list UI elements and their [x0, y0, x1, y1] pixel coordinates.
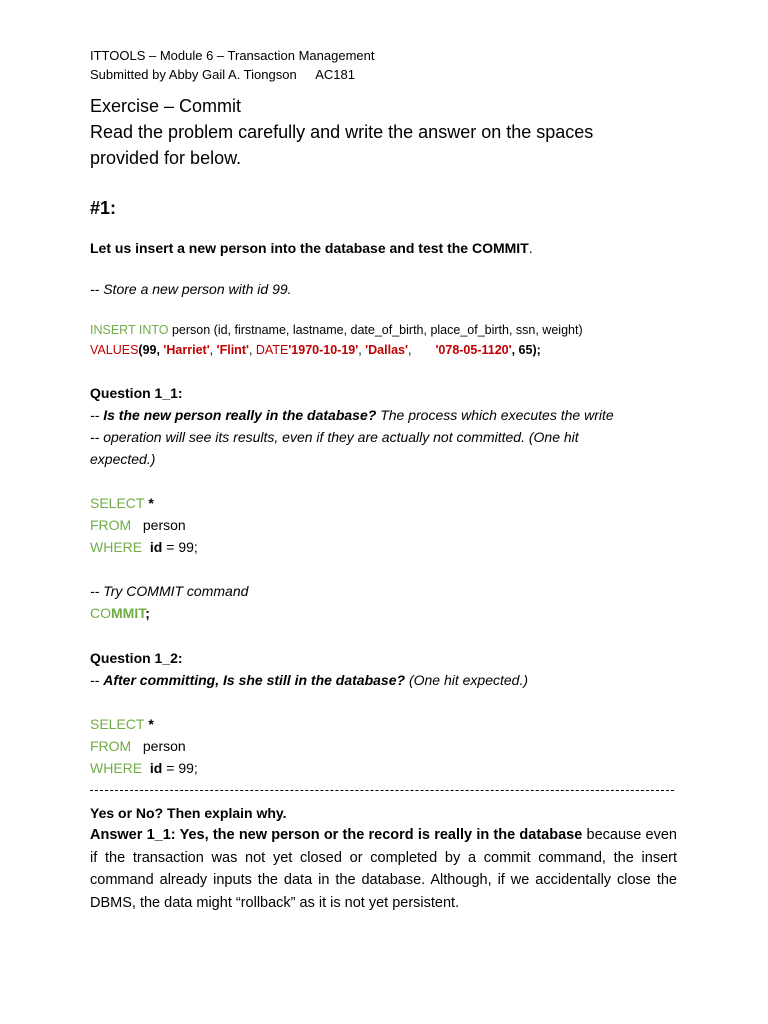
question-1-1-heading: Question 1_1:	[90, 385, 183, 401]
sql-keyword-from: FROM	[90, 738, 132, 754]
values-sep-2: ,	[248, 343, 256, 357]
dashed-divider	[90, 790, 674, 791]
exercise-instructions-line-2: provided for below.	[90, 148, 242, 168]
problem-intro-suffix: .	[528, 240, 533, 256]
select-star: *	[144, 495, 154, 511]
question-1-1-dashes: --	[90, 407, 104, 423]
value-lastname: 'Flint'	[216, 343, 249, 357]
commit-comment: -- Try COMMIT command	[90, 583, 249, 599]
problem-intro	[90, 241, 533, 255]
header-section-text: AC181	[315, 67, 355, 82]
sql-keyword-select: SELECT	[90, 495, 145, 511]
problem-number: #1:	[90, 198, 117, 218]
question-1-1-rest: The process which executes the write	[376, 407, 614, 423]
from-1-line	[90, 518, 186, 532]
commit-line	[90, 606, 150, 620]
question-1-2-heading: Question 1_2:	[90, 650, 183, 666]
from-table: person	[131, 517, 186, 533]
sql-keyword-from: FROM	[90, 517, 132, 533]
values-sep-3: ,	[358, 343, 366, 357]
exercise-title: Exercise – Commit	[90, 96, 242, 116]
values-statement-line	[90, 344, 541, 357]
sql-keyword-date: DATE	[255, 343, 289, 357]
problem-intro-keyword: COMMIT	[471, 240, 529, 256]
values-open: (99,	[138, 343, 164, 357]
insert-columns: person (id, firstname, lastname, date_of_birth, place_of_birth, ssn, weight)	[168, 323, 583, 337]
sql-keyword-where: WHERE	[90, 539, 143, 555]
sql-keyword-where: WHERE	[90, 760, 143, 776]
values-sep-1: ,	[209, 343, 217, 357]
select-star: *	[144, 716, 154, 732]
where-2-line	[90, 761, 198, 775]
sql-keyword-insert-into: INSERT INTO	[90, 323, 169, 337]
insert-statement-line	[90, 324, 583, 337]
select-1-line	[90, 496, 154, 510]
answer-text: because even if the transaction was not yet closed or completed by a commit command, the insert command already inputs the data in the database. Although, if we accidentally close the DBMS, the data might “rollback” as it is not yet persistent.	[90, 827, 677, 911]
header-course-line	[90, 49, 374, 62]
sql-keyword-select: SELECT	[90, 716, 145, 732]
store-comment: -- Store a new person with id 99.	[90, 281, 292, 297]
values-close: , 65);	[511, 343, 541, 357]
answer-prompt: Yes or No? Then explain why.	[90, 805, 287, 821]
select-2-line	[90, 717, 154, 731]
where-1-line	[90, 540, 198, 554]
sql-keyword-values: VALUES	[90, 343, 139, 357]
commit-semicolon: ;	[145, 605, 150, 621]
from-2-line	[90, 739, 186, 753]
header-submitted-text: Submitted by Abby Gail A. Tiongson	[90, 67, 297, 82]
sql-keyword-commit-part-2: MMIT	[111, 605, 146, 621]
question-1-1-bold: Is the new person really in the database?	[103, 407, 377, 423]
question-1-1-line-3: expected.)	[90, 451, 156, 467]
question-1-2-line	[90, 673, 528, 687]
answer-label: Answer 1_1: Yes, the new person or the record is really in the database	[90, 827, 583, 843]
where-condition: = 99;	[162, 539, 198, 555]
from-table: person	[131, 738, 186, 754]
header-submitted-line	[90, 68, 355, 81]
where-condition: = 99;	[162, 760, 198, 776]
question-1-1-line-1	[90, 408, 614, 422]
answer-paragraph	[90, 824, 677, 914]
value-ssn: '078-05-1120'	[435, 343, 512, 357]
question-1-2-bold: After committing, Is she still in the database?	[103, 672, 406, 688]
value-firstname: 'Harriet'	[163, 343, 210, 357]
problem-intro-text: Let us insert a new person into the database and test the	[90, 240, 472, 256]
where-id: id	[142, 539, 163, 555]
header-course-text: ITTOOLS – Module 6 – Transaction Management	[90, 48, 375, 63]
values-sep-4: ,	[407, 343, 412, 357]
question-1-2-rest: (One hit expected.)	[405, 672, 529, 688]
exercise-instructions-line-1: Read the problem carefully and write the answer on the spaces	[90, 122, 594, 142]
question-1-1-line-2: -- operation will see its results, even if they are actually not committed. (One hit	[90, 429, 579, 445]
question-1-2-dashes: --	[90, 672, 104, 688]
value-date: '1970-10-19'	[288, 343, 359, 357]
sql-keyword-commit-part-1: CO	[90, 605, 111, 621]
where-id: id	[142, 760, 163, 776]
value-place: 'Dallas'	[365, 343, 408, 357]
